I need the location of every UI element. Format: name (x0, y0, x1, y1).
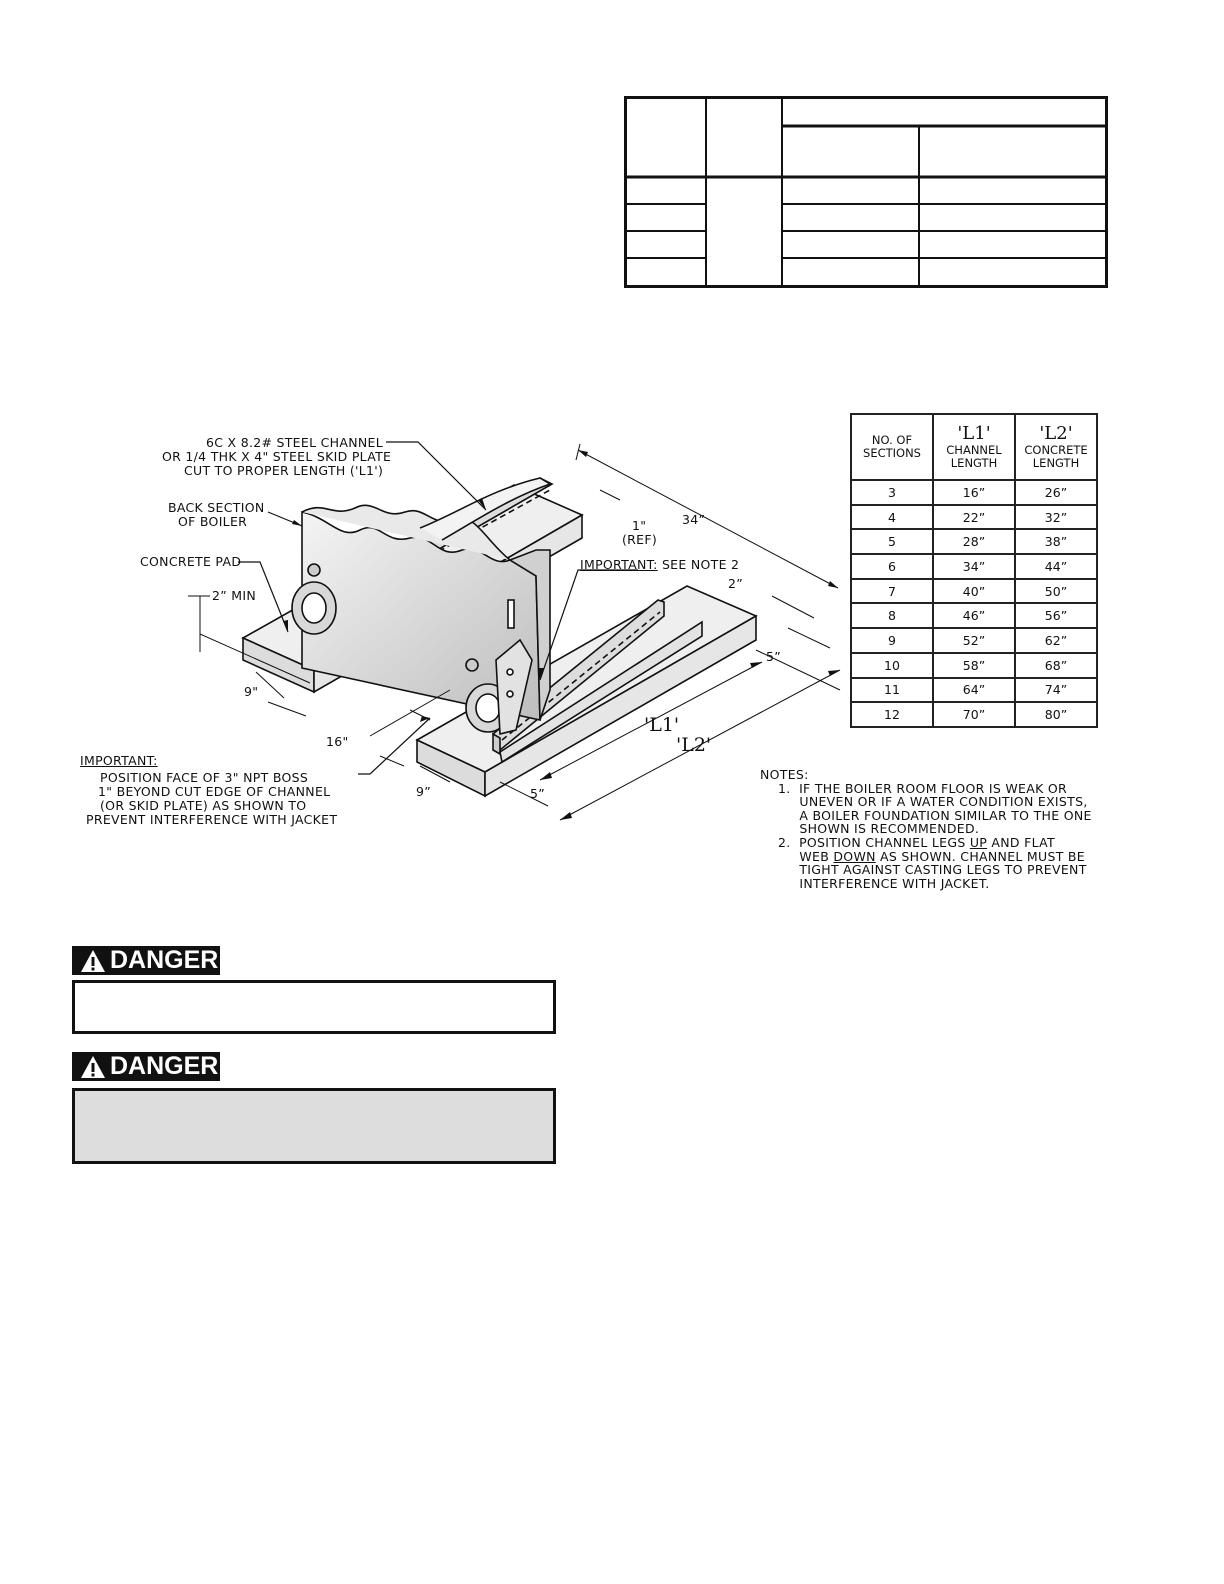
danger-badge-1 (72, 946, 220, 975)
dim-1: 1" (632, 518, 647, 533)
note-1-line-2: UNEVEN OR IF A WATER CONDITION EXISTS, (778, 794, 1088, 810)
danger-box-2 (72, 1088, 556, 1164)
danger-box-1 (72, 980, 556, 1034)
table-row: 6 34” 44” (851, 554, 1097, 579)
important-line-3: (OR SKID PLATE) AS SHOWN TO (100, 798, 307, 813)
dim-34: 34” (682, 512, 706, 527)
dim-2-min: 2” MIN (212, 588, 257, 603)
header-no-of-sections: NO. OF SECTIONS (851, 414, 933, 480)
table-row: 11 64” 74” (851, 678, 1097, 703)
notes-title: NOTES: (760, 767, 809, 782)
note-2-line-3: TIGHT AGAINST CASTING LEGS TO PREVENT (778, 862, 1087, 878)
dim-5-right: 5” (766, 649, 782, 664)
important-title: IMPORTANT: (80, 753, 158, 768)
danger-label-2: DANGER (110, 1052, 219, 1080)
table-row: 10 58” 68” (851, 653, 1097, 678)
l1-label: 'L1' (644, 714, 680, 736)
table-row: 12 70” 80” (851, 702, 1097, 727)
table-row: 8 46” 56” (851, 603, 1097, 628)
back-section-label-1: BACK SECTION (168, 500, 265, 515)
note-2-line-1: 2. POSITION CHANNEL LEGS UP AND FLAT (778, 834, 1055, 850)
back-section-label-2: OF BOILER (178, 514, 248, 529)
note-2-line-2: WEB DOWN AS SHOWN. CHANNEL MUST BE (778, 848, 1085, 864)
dim-9-front: 9” (416, 784, 432, 799)
dim-9-back: 9" (244, 684, 259, 699)
blank-spec-table (624, 96, 1108, 288)
dim-ref: (REF) (622, 532, 658, 547)
important-line-4: PREVENT INTERFERENCE WITH JACKET (86, 812, 338, 827)
note-1-line-3: A BOILER FOUNDATION SIMILAR TO THE ONE (778, 807, 1092, 823)
channel-label-1: 6C X 8.2# STEEL CHANNEL (206, 435, 383, 450)
danger-badge-2 (72, 1052, 220, 1081)
note-1-line-1: 1. IF THE BOILER ROOM FLOOR IS WEAK OR (778, 780, 1067, 796)
channel-label-2: OR 1/4 THK X 4" STEEL SKID PLATE (162, 449, 392, 464)
table-row: 4 22” 32” (851, 505, 1097, 530)
warning-triangle-icon (80, 1055, 106, 1079)
important-see-note-2: IMPORTANT: SEE NOTE 2 (580, 557, 740, 572)
sections-length-table (850, 413, 1098, 728)
table-row: 7 40” 50” (851, 579, 1097, 604)
header-l1: 'L1' CHANNEL LENGTH (933, 414, 1015, 480)
channel-label-3: CUT TO PROPER LENGTH ('L1') (184, 463, 384, 478)
danger-label-1: DANGER (110, 946, 219, 974)
dim-2: 2” (728, 576, 744, 591)
table-row: 3 16” 26” (851, 480, 1097, 505)
note-2-line-4: INTERFERENCE WITH JACKET. (778, 875, 990, 891)
dim-16: 16" (326, 734, 349, 749)
note-1-line-4: SHOWN IS RECOMMENDED. (778, 821, 980, 837)
header-l2: 'L2' CONCRETE LENGTH (1015, 414, 1097, 480)
l2-label: 'L2' (676, 734, 712, 756)
warning-triangle-icon (80, 949, 106, 973)
dim-5-front: 5” (530, 786, 546, 801)
table-row: 5 28” 38” (851, 529, 1097, 554)
concrete-pad-label: CONCRETE PAD (140, 554, 242, 569)
important-line-2: 1" BEYOND CUT EDGE OF CHANNEL (98, 784, 331, 799)
notes-block (760, 768, 1092, 890)
table-row: 9 52” 62” (851, 628, 1097, 653)
important-line-1: POSITION FACE OF 3" NPT BOSS (100, 770, 309, 785)
